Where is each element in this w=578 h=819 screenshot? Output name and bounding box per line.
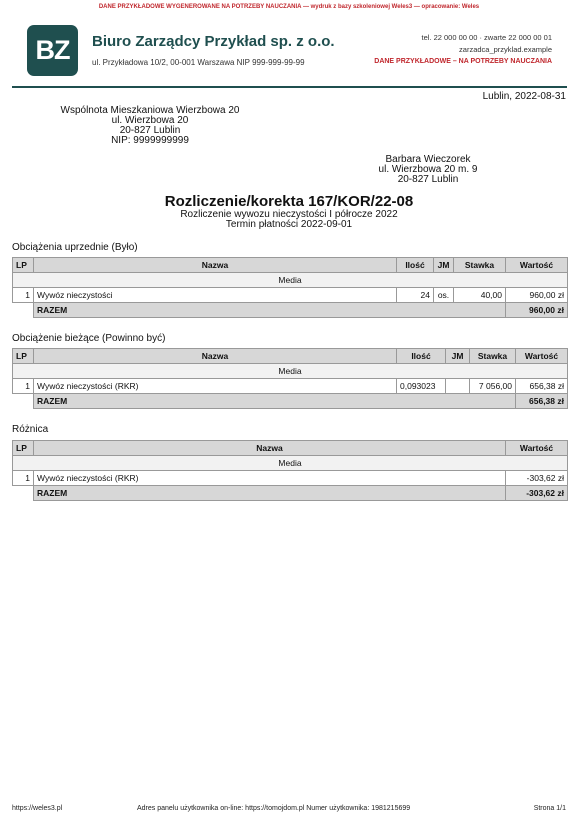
row-qty: 24 xyxy=(397,288,434,303)
row-rate: 7 056,00 xyxy=(470,379,516,394)
footer-panel-info: Adres panelu użytkownika on-line: https://tomojdom.pl Numer użytkownika: 1981215699 xyxy=(137,805,411,812)
document-date: Lublin, 2022-08-31 xyxy=(482,91,566,102)
company-phones: tel. 22 000 00 00 · zwarte 22 000 00 01 xyxy=(421,33,552,42)
sender-line: 20-827 Lublin xyxy=(119,125,181,136)
group-row xyxy=(13,364,568,379)
col-name: Nazwa xyxy=(34,349,397,364)
sum-row xyxy=(13,486,568,501)
col-qty: Ilość xyxy=(397,349,446,364)
row-rate: 40,00 xyxy=(454,288,506,303)
col-unit: JM xyxy=(434,258,454,273)
table-header-row xyxy=(13,441,568,456)
difference-table xyxy=(12,440,568,501)
row-unit: os. xyxy=(434,288,454,303)
sum-row xyxy=(13,303,568,318)
sender-line: Wspólnota Mieszkaniowa Wierzbowa 20 xyxy=(60,105,240,116)
group-row xyxy=(13,456,568,471)
sum-value: -303,62 zł xyxy=(506,486,568,501)
document-title: Rozliczenie/korekta 167/KOR/22-08 xyxy=(164,193,414,210)
col-value: Wartość xyxy=(516,349,568,364)
company-address: ul. Przykładowa 10/2, 00-001 Warszawa NIP 999-999-99-99 xyxy=(92,58,305,67)
table-header-row xyxy=(13,258,568,273)
sender-line: NIP: 9999999999 xyxy=(111,135,189,146)
company-notice: DANE PRZYKŁADOWE – NA POTRZEBY NAUCZANIA xyxy=(374,58,552,65)
sum-value: 656,38 zł xyxy=(516,394,568,409)
table-header-row xyxy=(13,349,568,364)
col-rate: Stawka xyxy=(470,349,516,364)
section-difference-title: Różnica xyxy=(12,424,49,435)
recipient-line: 20-827 Lublin xyxy=(397,174,459,185)
row-lp: 1 xyxy=(13,288,34,303)
col-lp: LP xyxy=(13,349,34,364)
section-previous-title: Obciążenia uprzednie (Było) xyxy=(12,242,138,253)
col-lp: LP xyxy=(13,258,34,273)
payment-due: Termin płatności 2022-09-01 xyxy=(225,219,353,230)
current-charges-table xyxy=(12,348,568,409)
section-current-title: Obciążenie bieżące (Powinno być) xyxy=(12,333,166,344)
col-qty: Ilość xyxy=(397,258,434,273)
group-row xyxy=(13,273,568,288)
sum-label: RAZEM xyxy=(34,394,516,409)
recipient-line: Barbara Wieczorek xyxy=(385,154,471,165)
row-lp: 1 xyxy=(13,471,34,486)
company-name: Biuro Zarządcy Przykład sp. z o.o. xyxy=(92,33,335,50)
col-name: Nazwa xyxy=(34,441,506,456)
footer-link[interactable]: https://weles3.pl xyxy=(12,805,63,812)
group-label: Media xyxy=(13,273,568,288)
company-logo: BZ xyxy=(27,25,78,76)
row-name: Wywóz nieczystości xyxy=(34,288,397,303)
sum-row xyxy=(13,394,568,409)
row-unit xyxy=(446,379,470,394)
row-value: -303,62 zł xyxy=(506,471,568,486)
row-name: Wywóz nieczystości (RKR) xyxy=(34,379,397,394)
sum-label: RAZEM xyxy=(34,486,506,501)
col-unit: JM xyxy=(446,349,470,364)
previous-charges-table xyxy=(12,257,568,318)
sender-address xyxy=(50,106,250,146)
page-number: Strona 1/1 xyxy=(533,805,566,812)
col-value: Wartość xyxy=(506,258,568,273)
col-name: Nazwa xyxy=(34,258,397,273)
recipient-line: ul. Wierzbowa 20 m. 9 xyxy=(378,164,478,175)
col-rate: Stawka xyxy=(454,258,506,273)
table-row xyxy=(13,288,568,303)
group-label: Media xyxy=(13,456,568,471)
row-lp: 1 xyxy=(13,379,34,394)
row-qty: 0,093023 xyxy=(397,379,446,394)
table-row xyxy=(13,379,568,394)
row-value: 960,00 zł xyxy=(506,288,568,303)
sum-label: RAZEM xyxy=(34,303,506,318)
sum-value: 960,00 zł xyxy=(506,303,568,318)
recipient-address xyxy=(348,155,508,185)
table-row xyxy=(13,471,568,486)
col-value: Wartość xyxy=(506,441,568,456)
row-name: Wywóz nieczystości (RKR) xyxy=(34,471,506,486)
row-value: 656,38 zł xyxy=(516,379,568,394)
document-subtitle: Rozliczenie wywozu nieczystości I półrocze 2022 xyxy=(180,209,398,220)
training-data-banner: DANE PRZYKŁADOWE WYGENEROWANE NA POTRZEBY NAUCZANIA — wydruk z bazy szkoleniowej Weles3 — opracowanie: Weles xyxy=(98,4,480,10)
header-divider xyxy=(12,86,567,88)
group-label: Media xyxy=(13,364,568,379)
company-email: zarzadca_przyklad.example xyxy=(459,45,552,54)
sender-line: ul. Wierzbowa 20 xyxy=(111,115,189,126)
col-lp: LP xyxy=(13,441,34,456)
